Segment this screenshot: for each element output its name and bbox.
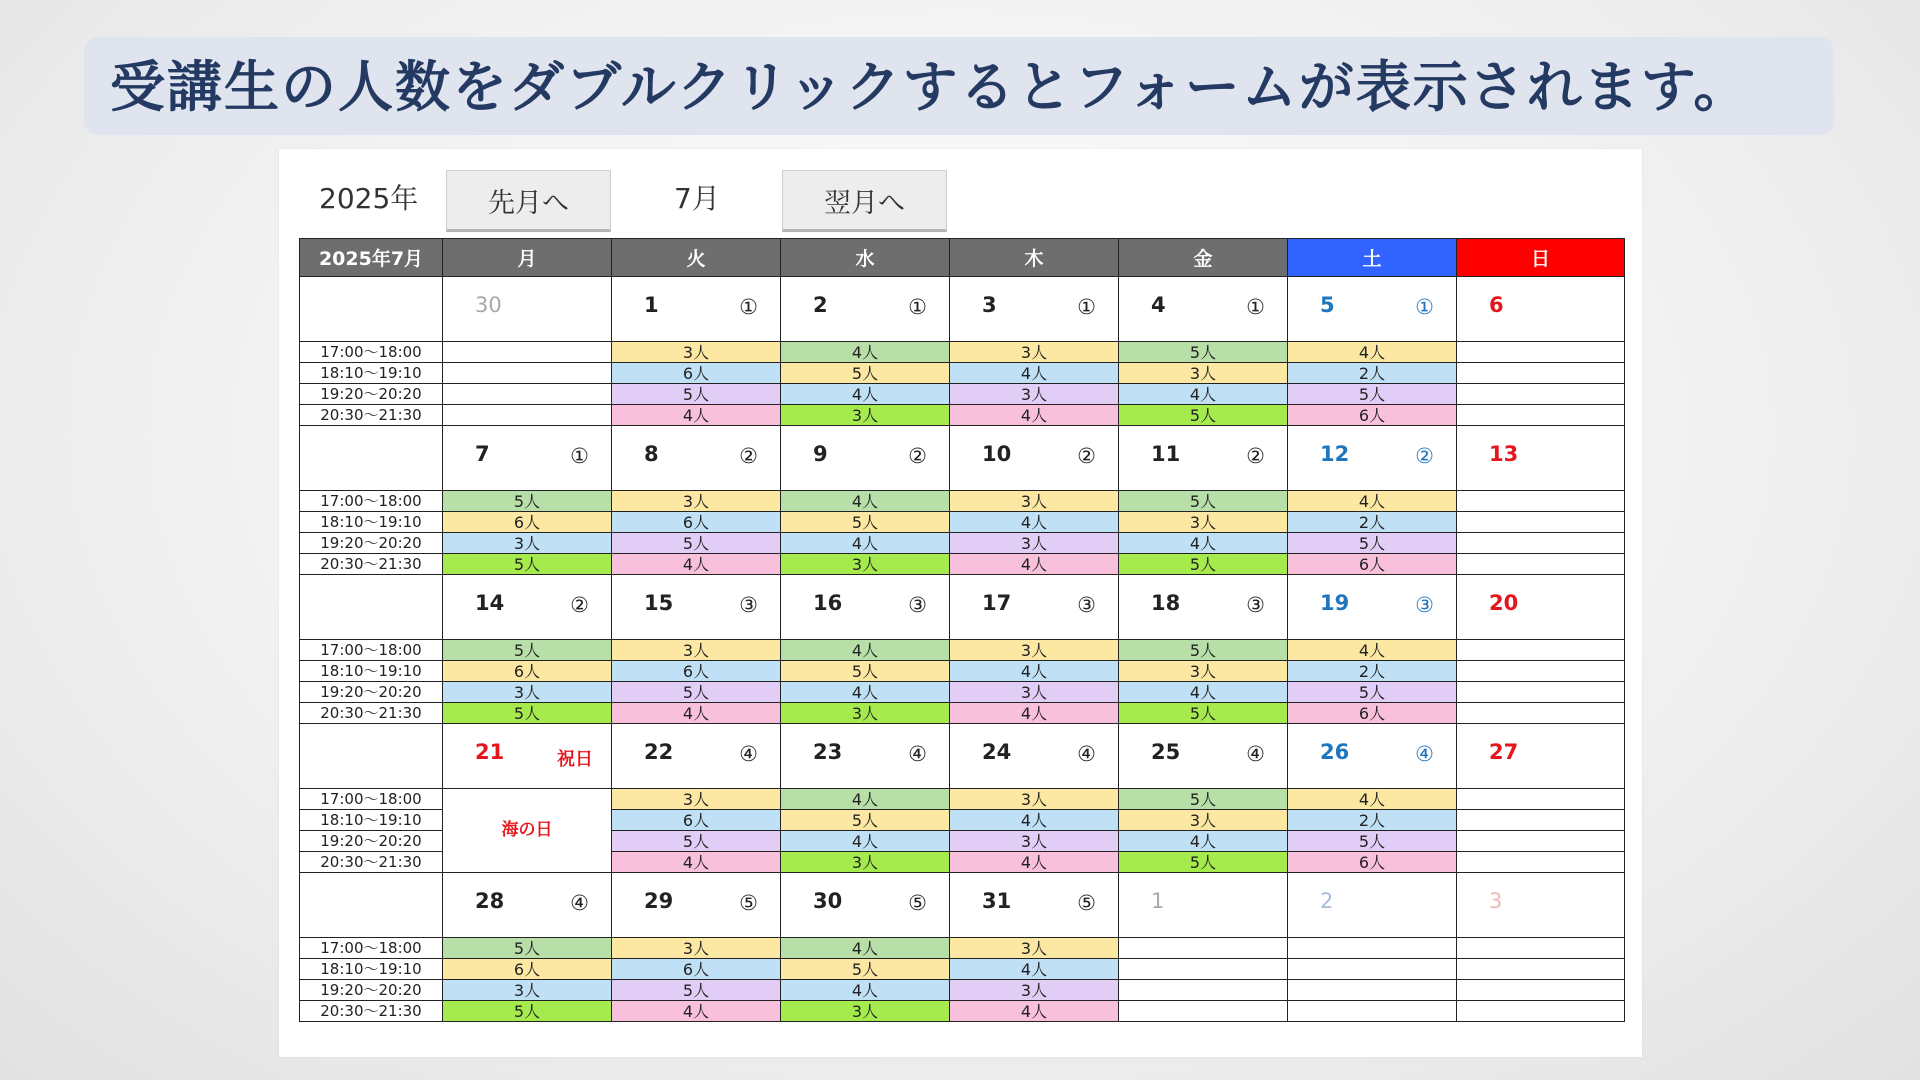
week-label-cell — [300, 575, 443, 640]
week-index-mark: ① — [570, 444, 589, 468]
student-count-cell[interactable]: 3人 — [781, 1001, 950, 1022]
calendar-table — [299, 238, 1625, 1022]
empty-slot-cell — [1119, 1001, 1288, 1022]
student-count-cell[interactable]: 4人 — [781, 342, 950, 363]
week-day-row — [300, 426, 1625, 491]
student-count-cell[interactable]: 4人 — [950, 661, 1119, 682]
day-number: 2 — [1320, 889, 1334, 913]
time-slot-label: 20:30～21:30 — [300, 703, 443, 724]
time-slot-label: 19:20～20:20 — [300, 533, 443, 554]
next-month-button[interactable]: 翌月へ — [782, 170, 947, 232]
day-cell — [781, 277, 950, 342]
day-cell — [1457, 724, 1625, 789]
time-slot-row — [300, 682, 1625, 703]
time-slot-row — [300, 491, 1625, 512]
week-index-mark: ③ — [1415, 593, 1434, 617]
time-slot-row — [300, 1001, 1625, 1022]
student-count-cell[interactable]: 3人 — [443, 682, 612, 703]
holiday-name-cell: 海の日 — [443, 789, 612, 873]
day-cell — [1457, 873, 1625, 938]
week-index-mark: ② — [1415, 444, 1434, 468]
day-cell — [443, 575, 612, 640]
day-number: 5 — [1320, 293, 1335, 317]
student-count-cell[interactable]: 6人 — [612, 661, 781, 682]
student-count-cell[interactable]: 5人 — [443, 938, 612, 959]
day-cell — [950, 873, 1119, 938]
day-number: 22 — [644, 740, 674, 764]
empty-slot-cell — [1457, 554, 1625, 575]
time-slot-row — [300, 554, 1625, 575]
student-count-cell[interactable]: 5人 — [1119, 852, 1288, 873]
student-count-cell[interactable]: 4人 — [1119, 384, 1288, 405]
empty-slot-cell — [1457, 363, 1625, 384]
student-count-cell[interactable]: 3人 — [950, 980, 1119, 1001]
empty-slot-cell — [1457, 491, 1625, 512]
empty-slot-cell — [1288, 1001, 1457, 1022]
student-count-cell[interactable]: 4人 — [950, 852, 1119, 873]
day-number: 3 — [982, 293, 997, 317]
student-count-cell[interactable]: 5人 — [781, 661, 950, 682]
week-index-mark: ④ — [1246, 742, 1265, 766]
student-count-cell[interactable]: 5人 — [781, 512, 950, 533]
student-count-cell[interactable]: 3人 — [612, 789, 781, 810]
week-label-cell — [300, 426, 443, 491]
day-number: 3 — [1489, 889, 1503, 913]
student-count-cell[interactable]: 3人 — [781, 703, 950, 724]
student-count-cell[interactable]: 4人 — [950, 703, 1119, 724]
empty-slot-cell — [1119, 959, 1288, 980]
student-count-cell[interactable]: 3人 — [781, 852, 950, 873]
day-number: 26 — [1320, 740, 1350, 764]
week-index-mark: ③ — [739, 593, 758, 617]
student-count-cell[interactable]: 4人 — [781, 533, 950, 554]
empty-slot-cell — [1457, 1001, 1625, 1022]
student-count-cell[interactable]: 4人 — [950, 363, 1119, 384]
student-count-cell[interactable]: 4人 — [612, 554, 781, 575]
calendar-toolbar — [279, 149, 1642, 239]
empty-slot-cell — [1457, 384, 1625, 405]
weekday-header-tue: 火 — [612, 239, 781, 277]
student-count-cell[interactable]: 5人 — [612, 980, 781, 1001]
student-count-cell[interactable]: 4人 — [781, 640, 950, 661]
day-number: 24 — [982, 740, 1012, 764]
student-count-cell[interactable]: 6人 — [612, 363, 781, 384]
day-cell — [612, 873, 781, 938]
time-slot-row — [300, 363, 1625, 384]
day-cell — [781, 575, 950, 640]
student-count-cell[interactable]: 3人 — [612, 938, 781, 959]
empty-slot-cell — [1119, 938, 1288, 959]
student-count-cell[interactable]: 4人 — [950, 1001, 1119, 1022]
week-index-mark: ② — [908, 444, 927, 468]
student-count-cell[interactable]: 3人 — [443, 980, 612, 1001]
day-number: 14 — [475, 591, 505, 615]
week-index-mark: ① — [1077, 295, 1096, 319]
day-cell — [1457, 426, 1625, 491]
month-label: 7月 — [674, 182, 720, 215]
day-cell — [612, 575, 781, 640]
student-count-cell[interactable]: 3人 — [612, 491, 781, 512]
empty-slot-cell — [1288, 959, 1457, 980]
day-cell — [612, 426, 781, 491]
holiday-tag: 祝日 — [557, 749, 593, 770]
day-number: 4 — [1151, 293, 1166, 317]
week-index-mark: ③ — [1077, 593, 1096, 617]
time-slot-row — [300, 533, 1625, 554]
day-number: 10 — [982, 442, 1012, 466]
student-count-cell[interactable]: 6人 — [1288, 554, 1457, 575]
empty-slot-cell — [443, 405, 612, 426]
student-count-cell[interactable]: 4人 — [950, 512, 1119, 533]
student-count-cell[interactable]: 3人 — [950, 491, 1119, 512]
student-count-cell[interactable]: 5人 — [1119, 789, 1288, 810]
day-number: 11 — [1151, 442, 1181, 466]
student-count-cell[interactable]: 6人 — [612, 810, 781, 831]
time-slot-row — [300, 703, 1625, 724]
student-count-cell[interactable]: 3人 — [781, 405, 950, 426]
student-count-cell[interactable]: 4人 — [1288, 491, 1457, 512]
time-slot-label: 17:00～18:00 — [300, 640, 443, 661]
empty-slot-cell — [1457, 640, 1625, 661]
empty-slot-cell — [1457, 661, 1625, 682]
week-label-cell — [300, 724, 443, 789]
empty-slot-cell — [443, 363, 612, 384]
empty-slot-cell — [1457, 703, 1625, 724]
student-count-cell[interactable]: 3人 — [950, 938, 1119, 959]
student-count-cell[interactable]: 5人 — [781, 363, 950, 384]
time-slot-label: 17:00～18:00 — [300, 789, 443, 810]
empty-slot-cell — [1457, 682, 1625, 703]
weekday-header-row — [300, 239, 1625, 277]
student-count-cell[interactable]: 5人 — [1119, 554, 1288, 575]
student-count-cell[interactable]: 5人 — [1119, 342, 1288, 363]
student-count-cell[interactable]: 6人 — [612, 959, 781, 980]
student-count-cell[interactable]: 5人 — [1119, 640, 1288, 661]
week-index-mark: ⑤ — [739, 891, 758, 915]
week-label-cell — [300, 277, 443, 342]
week-index-mark: ① — [1246, 295, 1265, 319]
year-label: 2025年 — [319, 182, 419, 215]
student-count-cell[interactable]: 5人 — [781, 959, 950, 980]
weekday-header-mon: 月 — [443, 239, 612, 277]
student-count-cell[interactable]: 5人 — [1119, 703, 1288, 724]
empty-slot-cell — [1288, 938, 1457, 959]
student-count-cell[interactable]: 5人 — [1288, 682, 1457, 703]
student-count-cell[interactable]: 3人 — [781, 554, 950, 575]
student-count-cell[interactable]: 3人 — [1119, 512, 1288, 533]
student-count-cell[interactable]: 5人 — [612, 533, 781, 554]
time-slot-row — [300, 789, 1625, 810]
day-cell — [443, 724, 612, 789]
student-count-cell[interactable]: 4人 — [612, 852, 781, 873]
student-count-cell[interactable]: 4人 — [781, 491, 950, 512]
day-cell — [1119, 575, 1288, 640]
time-slot-label: 20:30～21:30 — [300, 554, 443, 575]
student-count-cell[interactable]: 4人 — [781, 980, 950, 1001]
week-index-mark: ④ — [1415, 742, 1434, 766]
student-count-cell[interactable]: 4人 — [1119, 831, 1288, 852]
student-count-cell[interactable]: 4人 — [612, 405, 781, 426]
time-slot-label: 19:20～20:20 — [300, 682, 443, 703]
week-index-mark: ③ — [1246, 593, 1265, 617]
student-count-cell[interactable]: 3人 — [612, 640, 781, 661]
student-count-cell[interactable]: 6人 — [443, 661, 612, 682]
prev-month-button[interactable]: 先月へ — [446, 170, 611, 232]
student-count-cell[interactable]: 5人 — [1288, 384, 1457, 405]
student-count-cell[interactable]: 5人 — [443, 703, 612, 724]
student-count-cell[interactable]: 4人 — [950, 810, 1119, 831]
time-slot-label: 20:30～21:30 — [300, 405, 443, 426]
instruction-text: 受講生の人数をダブルクリックするとフォームが表示されます。 — [110, 55, 1751, 119]
time-slot-label: 18:10～19:10 — [300, 512, 443, 533]
week-index-mark: ④ — [908, 742, 927, 766]
student-count-cell[interactable]: 6人 — [612, 512, 781, 533]
day-cell — [443, 426, 612, 491]
student-count-cell[interactable]: 3人 — [950, 533, 1119, 554]
day-cell — [1457, 575, 1625, 640]
student-count-cell[interactable]: 3人 — [1119, 661, 1288, 682]
time-slot-label: 18:10～19:10 — [300, 363, 443, 384]
time-slot-label: 20:30～21:30 — [300, 1001, 443, 1022]
day-number: 19 — [1320, 591, 1350, 615]
time-slot-row — [300, 342, 1625, 363]
student-count-cell[interactable]: 2人 — [1288, 512, 1457, 533]
week-day-row — [300, 277, 1625, 342]
student-count-cell[interactable]: 5人 — [443, 640, 612, 661]
student-count-cell[interactable]: 6人 — [1288, 703, 1457, 724]
week-index-mark: ④ — [1077, 742, 1096, 766]
day-cell — [1119, 873, 1288, 938]
day-number: 8 — [644, 442, 659, 466]
day-number: 1 — [1151, 889, 1165, 913]
empty-slot-cell — [1457, 533, 1625, 554]
time-slot-label: 18:10～19:10 — [300, 661, 443, 682]
month-corner-header: 2025年7月 — [300, 239, 443, 277]
student-count-cell[interactable]: 3人 — [950, 789, 1119, 810]
time-slot-label: 19:20～20:20 — [300, 384, 443, 405]
day-cell — [1288, 724, 1457, 789]
day-number: 17 — [982, 591, 1012, 615]
time-slot-label: 18:10～19:10 — [300, 959, 443, 980]
day-number: 7 — [475, 442, 490, 466]
day-number: 30 — [813, 889, 843, 913]
empty-slot-cell — [1457, 980, 1625, 1001]
empty-slot-cell — [1457, 512, 1625, 533]
empty-slot-cell — [1457, 852, 1625, 873]
student-count-cell[interactable]: 5人 — [1288, 831, 1457, 852]
time-slot-row — [300, 384, 1625, 405]
calendar-panel — [279, 149, 1642, 1057]
student-count-cell[interactable]: 6人 — [1288, 852, 1457, 873]
day-cell — [781, 873, 950, 938]
day-number: 28 — [475, 889, 505, 913]
student-count-cell[interactable]: 4人 — [950, 405, 1119, 426]
student-count-cell[interactable]: 4人 — [781, 682, 950, 703]
day-number: 6 — [1489, 293, 1504, 317]
weekday-header-thu: 木 — [950, 239, 1119, 277]
empty-slot-cell — [1457, 831, 1625, 852]
student-count-cell[interactable]: 4人 — [1119, 682, 1288, 703]
week-index-mark: ④ — [739, 742, 758, 766]
empty-slot-cell — [1457, 789, 1625, 810]
student-count-cell[interactable]: 5人 — [612, 831, 781, 852]
student-count-cell[interactable]: 3人 — [950, 640, 1119, 661]
empty-slot-cell — [1457, 959, 1625, 980]
week-index-mark: ① — [1415, 295, 1434, 319]
day-number: 16 — [813, 591, 843, 615]
student-count-cell[interactable]: 3人 — [443, 533, 612, 554]
day-number: 12 — [1320, 442, 1350, 466]
student-count-cell[interactable]: 4人 — [781, 384, 950, 405]
empty-slot-cell — [1457, 810, 1625, 831]
week-index-mark: ④ — [570, 891, 589, 915]
day-cell — [950, 575, 1119, 640]
week-index-mark: ② — [570, 593, 589, 617]
week-day-row — [300, 873, 1625, 938]
student-count-cell[interactable]: 4人 — [1288, 640, 1457, 661]
week-index-mark: ① — [739, 295, 758, 319]
day-cell — [1119, 426, 1288, 491]
student-count-cell[interactable]: 4人 — [1288, 342, 1457, 363]
day-number: 18 — [1151, 591, 1181, 615]
day-cell — [443, 277, 612, 342]
student-count-cell[interactable]: 4人 — [1119, 533, 1288, 554]
empty-slot-cell — [1457, 938, 1625, 959]
week-index-mark: ⑤ — [908, 891, 927, 915]
student-count-cell[interactable]: 5人 — [443, 1001, 612, 1022]
empty-slot-cell — [1119, 980, 1288, 1001]
student-count-cell[interactable]: 4人 — [612, 703, 781, 724]
time-slot-label: 17:00～18:00 — [300, 491, 443, 512]
day-number: 20 — [1489, 591, 1519, 615]
time-slot-row — [300, 512, 1625, 533]
day-cell — [612, 277, 781, 342]
empty-slot-cell — [1457, 405, 1625, 426]
time-slot-label: 19:20～20:20 — [300, 980, 443, 1001]
student-count-cell[interactable]: 3人 — [612, 342, 781, 363]
week-index-mark: ② — [1246, 444, 1265, 468]
day-number: 9 — [813, 442, 828, 466]
student-count-cell[interactable]: 2人 — [1288, 810, 1457, 831]
student-count-cell[interactable]: 3人 — [950, 342, 1119, 363]
time-slot-label: 20:30～21:30 — [300, 852, 443, 873]
weekday-header-sun: 日 — [1457, 239, 1625, 277]
student-count-cell[interactable]: 4人 — [781, 789, 950, 810]
student-count-cell[interactable]: 4人 — [612, 1001, 781, 1022]
time-slot-label: 17:00～18:00 — [300, 342, 443, 363]
student-count-cell[interactable]: 3人 — [950, 831, 1119, 852]
day-cell — [1457, 277, 1625, 342]
week-day-row — [300, 724, 1625, 789]
student-count-cell[interactable]: 6人 — [443, 512, 612, 533]
week-index-mark: ② — [1077, 444, 1096, 468]
empty-slot-cell — [443, 342, 612, 363]
student-count-cell[interactable]: 5人 — [443, 554, 612, 575]
time-slot-label: 19:20～20:20 — [300, 831, 443, 852]
day-number: 31 — [982, 889, 1012, 913]
day-cell — [612, 724, 781, 789]
day-cell — [950, 724, 1119, 789]
day-number: 2 — [813, 293, 828, 317]
student-count-cell[interactable]: 4人 — [1288, 789, 1457, 810]
time-slot-row — [300, 938, 1625, 959]
day-cell — [1288, 277, 1457, 342]
day-number: 23 — [813, 740, 843, 764]
student-count-cell[interactable]: 2人 — [1288, 363, 1457, 384]
day-cell — [781, 426, 950, 491]
week-label-cell — [300, 873, 443, 938]
student-count-cell[interactable]: 2人 — [1288, 661, 1457, 682]
week-index-mark: ③ — [908, 593, 927, 617]
day-cell — [443, 873, 612, 938]
student-count-cell[interactable]: 4人 — [781, 938, 950, 959]
week-day-row — [300, 575, 1625, 640]
day-cell — [1119, 724, 1288, 789]
student-count-cell[interactable]: 3人 — [1119, 810, 1288, 831]
day-number: 21 — [475, 740, 505, 764]
time-slot-label: 17:00～18:00 — [300, 938, 443, 959]
day-number: 29 — [644, 889, 674, 913]
student-count-cell[interactable]: 3人 — [950, 384, 1119, 405]
student-count-cell[interactable]: 3人 — [950, 682, 1119, 703]
week-index-mark: ⑤ — [1077, 891, 1096, 915]
empty-slot-cell — [1457, 342, 1625, 363]
time-slot-row — [300, 405, 1625, 426]
weekday-header-sat: 土 — [1288, 239, 1457, 277]
student-count-cell[interactable]: 5人 — [781, 810, 950, 831]
day-cell — [1288, 873, 1457, 938]
day-number: 30 — [475, 293, 502, 317]
day-cell — [950, 426, 1119, 491]
student-count-cell[interactable]: 5人 — [1119, 405, 1288, 426]
day-number: 1 — [644, 293, 659, 317]
day-cell — [1288, 426, 1457, 491]
student-count-cell[interactable]: 5人 — [1288, 533, 1457, 554]
student-count-cell[interactable]: 4人 — [950, 959, 1119, 980]
time-slot-row — [300, 661, 1625, 682]
day-cell — [950, 277, 1119, 342]
student-count-cell[interactable]: 3人 — [1119, 363, 1288, 384]
student-count-cell[interactable]: 5人 — [612, 384, 781, 405]
student-count-cell[interactable]: 5人 — [1119, 491, 1288, 512]
week-index-mark: ② — [739, 444, 758, 468]
day-cell — [1288, 575, 1457, 640]
day-cell — [1119, 277, 1288, 342]
time-slot-row — [300, 959, 1625, 980]
time-slot-row — [300, 980, 1625, 1001]
time-slot-label: 18:10～19:10 — [300, 810, 443, 831]
student-count-cell[interactable]: 6人 — [1288, 405, 1457, 426]
weekday-header-wed: 水 — [781, 239, 950, 277]
day-number: 25 — [1151, 740, 1181, 764]
empty-slot-cell — [1288, 980, 1457, 1001]
empty-slot-cell — [443, 384, 612, 405]
student-count-cell[interactable]: 5人 — [443, 491, 612, 512]
student-count-cell[interactable]: 5人 — [612, 682, 781, 703]
week-index-mark: ① — [908, 295, 927, 319]
day-cell — [781, 724, 950, 789]
time-slot-row — [300, 640, 1625, 661]
day-number: 15 — [644, 591, 674, 615]
student-count-cell[interactable]: 6人 — [443, 959, 612, 980]
student-count-cell[interactable]: 4人 — [781, 831, 950, 852]
day-number: 27 — [1489, 740, 1519, 764]
student-count-cell[interactable]: 4人 — [950, 554, 1119, 575]
day-number: 13 — [1489, 442, 1519, 466]
weekday-header-fri: 金 — [1119, 239, 1288, 277]
